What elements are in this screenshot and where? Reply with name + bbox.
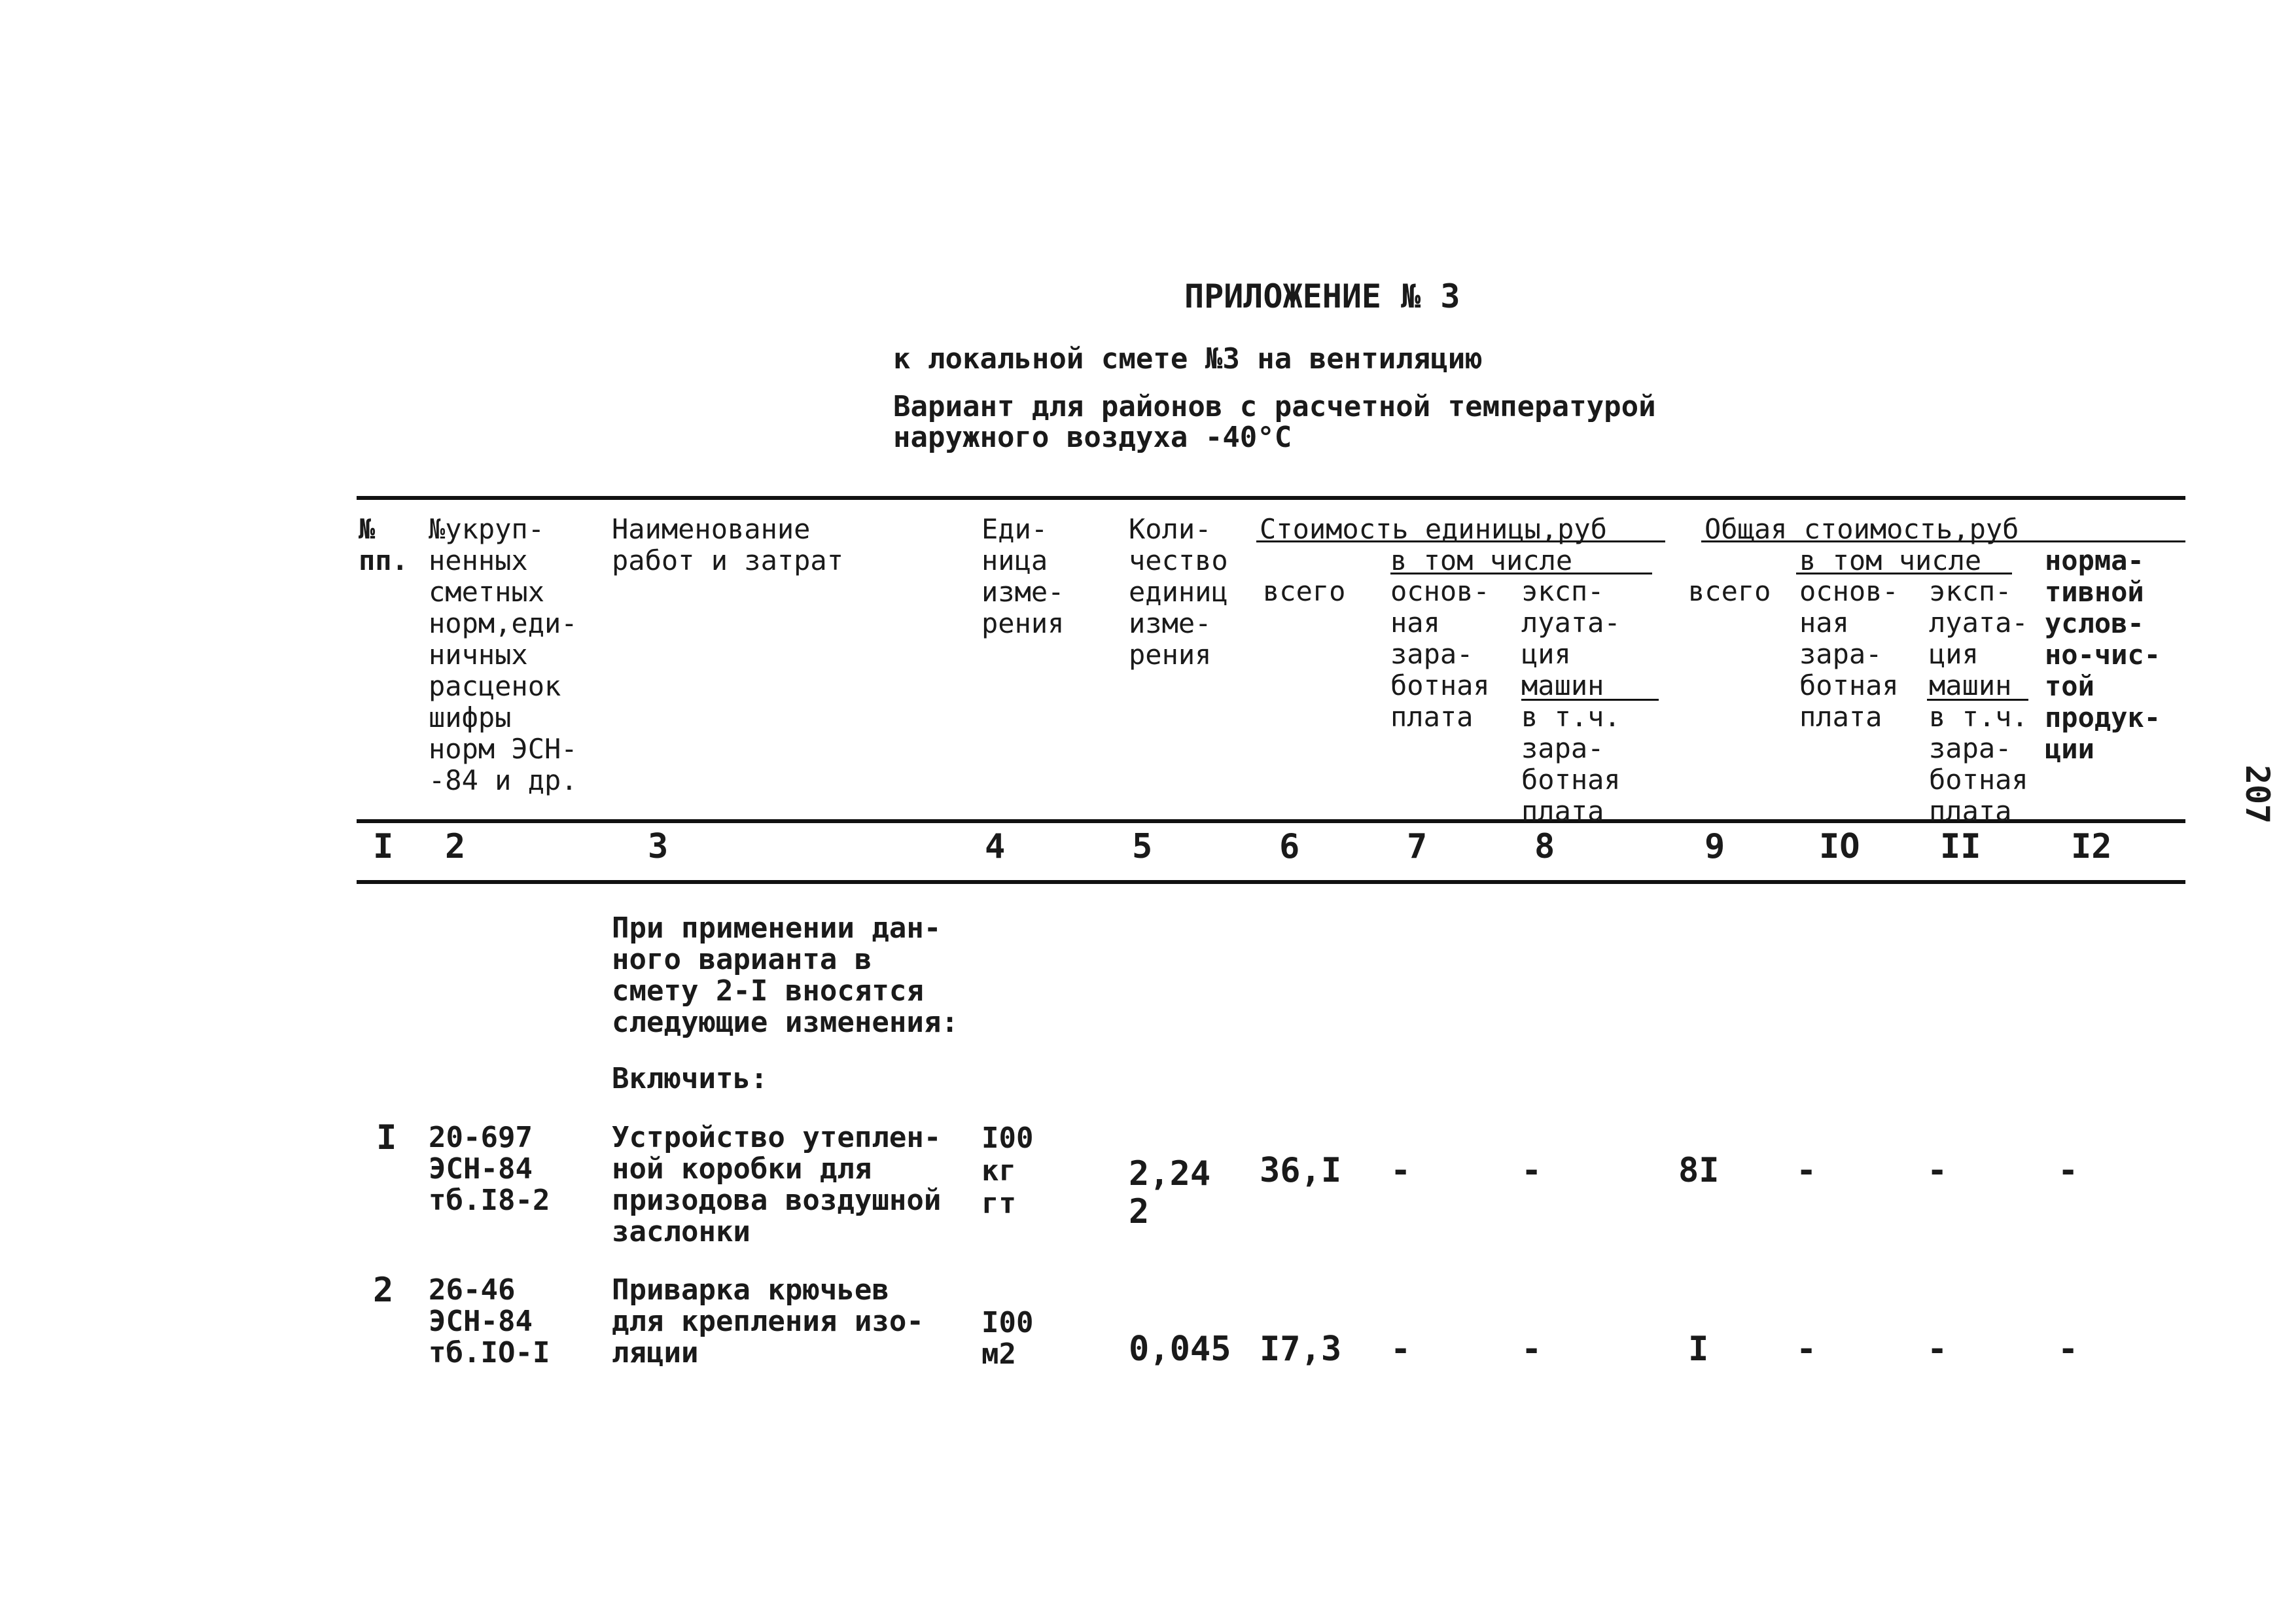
intro-note: При применении дан- ного варианта в смету 2-I вносятся следующие изменения: — [612, 911, 959, 1039]
row-1-unit: I00 кг гт — [981, 1121, 1034, 1220]
column-number: 9 — [1704, 827, 1725, 866]
row-1-qty: 2,24 2 — [1129, 1154, 1211, 1231]
header-col-unit-wage: основ- ная зара- ботная плата — [1390, 575, 1490, 733]
header-total-cost-group: Общая стоимость,руб — [1704, 513, 2019, 545]
row-1-total-machine: - — [1927, 1151, 1948, 1190]
column-number: 5 — [1132, 827, 1153, 866]
row-1-num: I — [376, 1118, 397, 1157]
row-2-num: 2 — [373, 1271, 394, 1310]
column-number: 3 — [648, 827, 669, 866]
header-col-num: № пп. — [359, 513, 408, 576]
row-2-total: I — [1688, 1330, 1709, 1369]
header-unit-cost-group: Стоимость единицы,руб — [1260, 513, 1608, 545]
header-col-unit-machine: эксп- луата- ция машин в т.ч. зара- ботная плата — [1521, 575, 1621, 827]
row-2-total-wage: - — [1796, 1330, 1817, 1369]
appendix-title: ПРИЛОЖЕНИЕ № 3 — [1184, 277, 1460, 315]
header-col-code: №укруп- ненных сметных норм,еди- ничных расценок шифры норм ЭСН- -84 и др. — [429, 513, 578, 796]
row-1-unit-total: 36,I — [1260, 1151, 1342, 1190]
row-1-total: 8I — [1678, 1151, 1720, 1190]
column-number: 2 — [445, 827, 466, 866]
header-col-total-machine: эксп- луата- ция машин в т.ч. зара- ботная плата — [1929, 575, 2028, 827]
header-col-norm: норма- тивной услов- но-чис- той продук- ции — [2045, 544, 2161, 765]
column-number: IO — [1819, 827, 1860, 866]
row-2-unit-machine: - — [1521, 1330, 1542, 1369]
column-number: 6 — [1279, 827, 1300, 866]
temperature-note: наружного воздуха -40°С — [893, 421, 1292, 454]
table-top-rule — [357, 496, 2185, 500]
column-number: 7 — [1407, 827, 1428, 866]
header-col-total-wage: основ- ная зара- ботная плата — [1799, 575, 1899, 733]
row-2-qty: 0,045 — [1129, 1330, 1231, 1369]
column-numbers-rule — [357, 880, 2185, 884]
column-number: 4 — [985, 827, 1006, 866]
row-1-total-norm: - — [2058, 1151, 2079, 1190]
header-col-name: Наименование работ и затрат — [612, 513, 844, 576]
column-number: II — [1940, 827, 1981, 866]
column-number: I — [373, 827, 394, 866]
estimate-reference: к локальной смете №3 на вентиляцию — [893, 342, 1483, 376]
row-2-total-machine: - — [1927, 1330, 1948, 1369]
header-col-unit: Еди- ница изме- рения — [981, 513, 1065, 639]
header-col-unit-total: всего — [1263, 575, 1346, 607]
row-2-total-norm: - — [2058, 1330, 2079, 1369]
row-2-unit: I00 м2 — [981, 1306, 1034, 1371]
row-2-unit-wage: - — [1390, 1330, 1411, 1369]
header-unit-incl: в том числе — [1390, 544, 1573, 576]
row-1-unit-machine: - — [1521, 1151, 1542, 1190]
row-1-unit-wage: - — [1390, 1151, 1411, 1190]
row-2-unit-total: I7,3 — [1260, 1330, 1342, 1369]
variant-description: Вариант для районов с расчетной температурой — [893, 390, 1656, 423]
row-1-total-wage: - — [1796, 1151, 1817, 1190]
header-col-qty: Коли- чество единиц изме- рения — [1129, 513, 1228, 671]
header-bottom-rule — [357, 819, 2185, 823]
include-label: Включить: — [612, 1062, 768, 1095]
row-2-name: Приварка крючьев для крепления изо- ляции — [612, 1273, 924, 1369]
header-col-total: всего — [1688, 575, 1771, 607]
column-number: 8 — [1534, 827, 1555, 866]
page-number: 207 — [2238, 764, 2277, 824]
header-total-incl: в том числе — [1799, 544, 1982, 576]
column-number: I2 — [2071, 827, 2112, 866]
row-1-code: 20-697 ЭСН-84 тб.I8-2 — [429, 1121, 550, 1217]
row-1-name: Устройство утеплен- ной коробки для призодова воздушной заслонки — [612, 1121, 942, 1248]
row-2-code: 26-46 ЭСН-84 тб.IO-I — [429, 1273, 550, 1369]
